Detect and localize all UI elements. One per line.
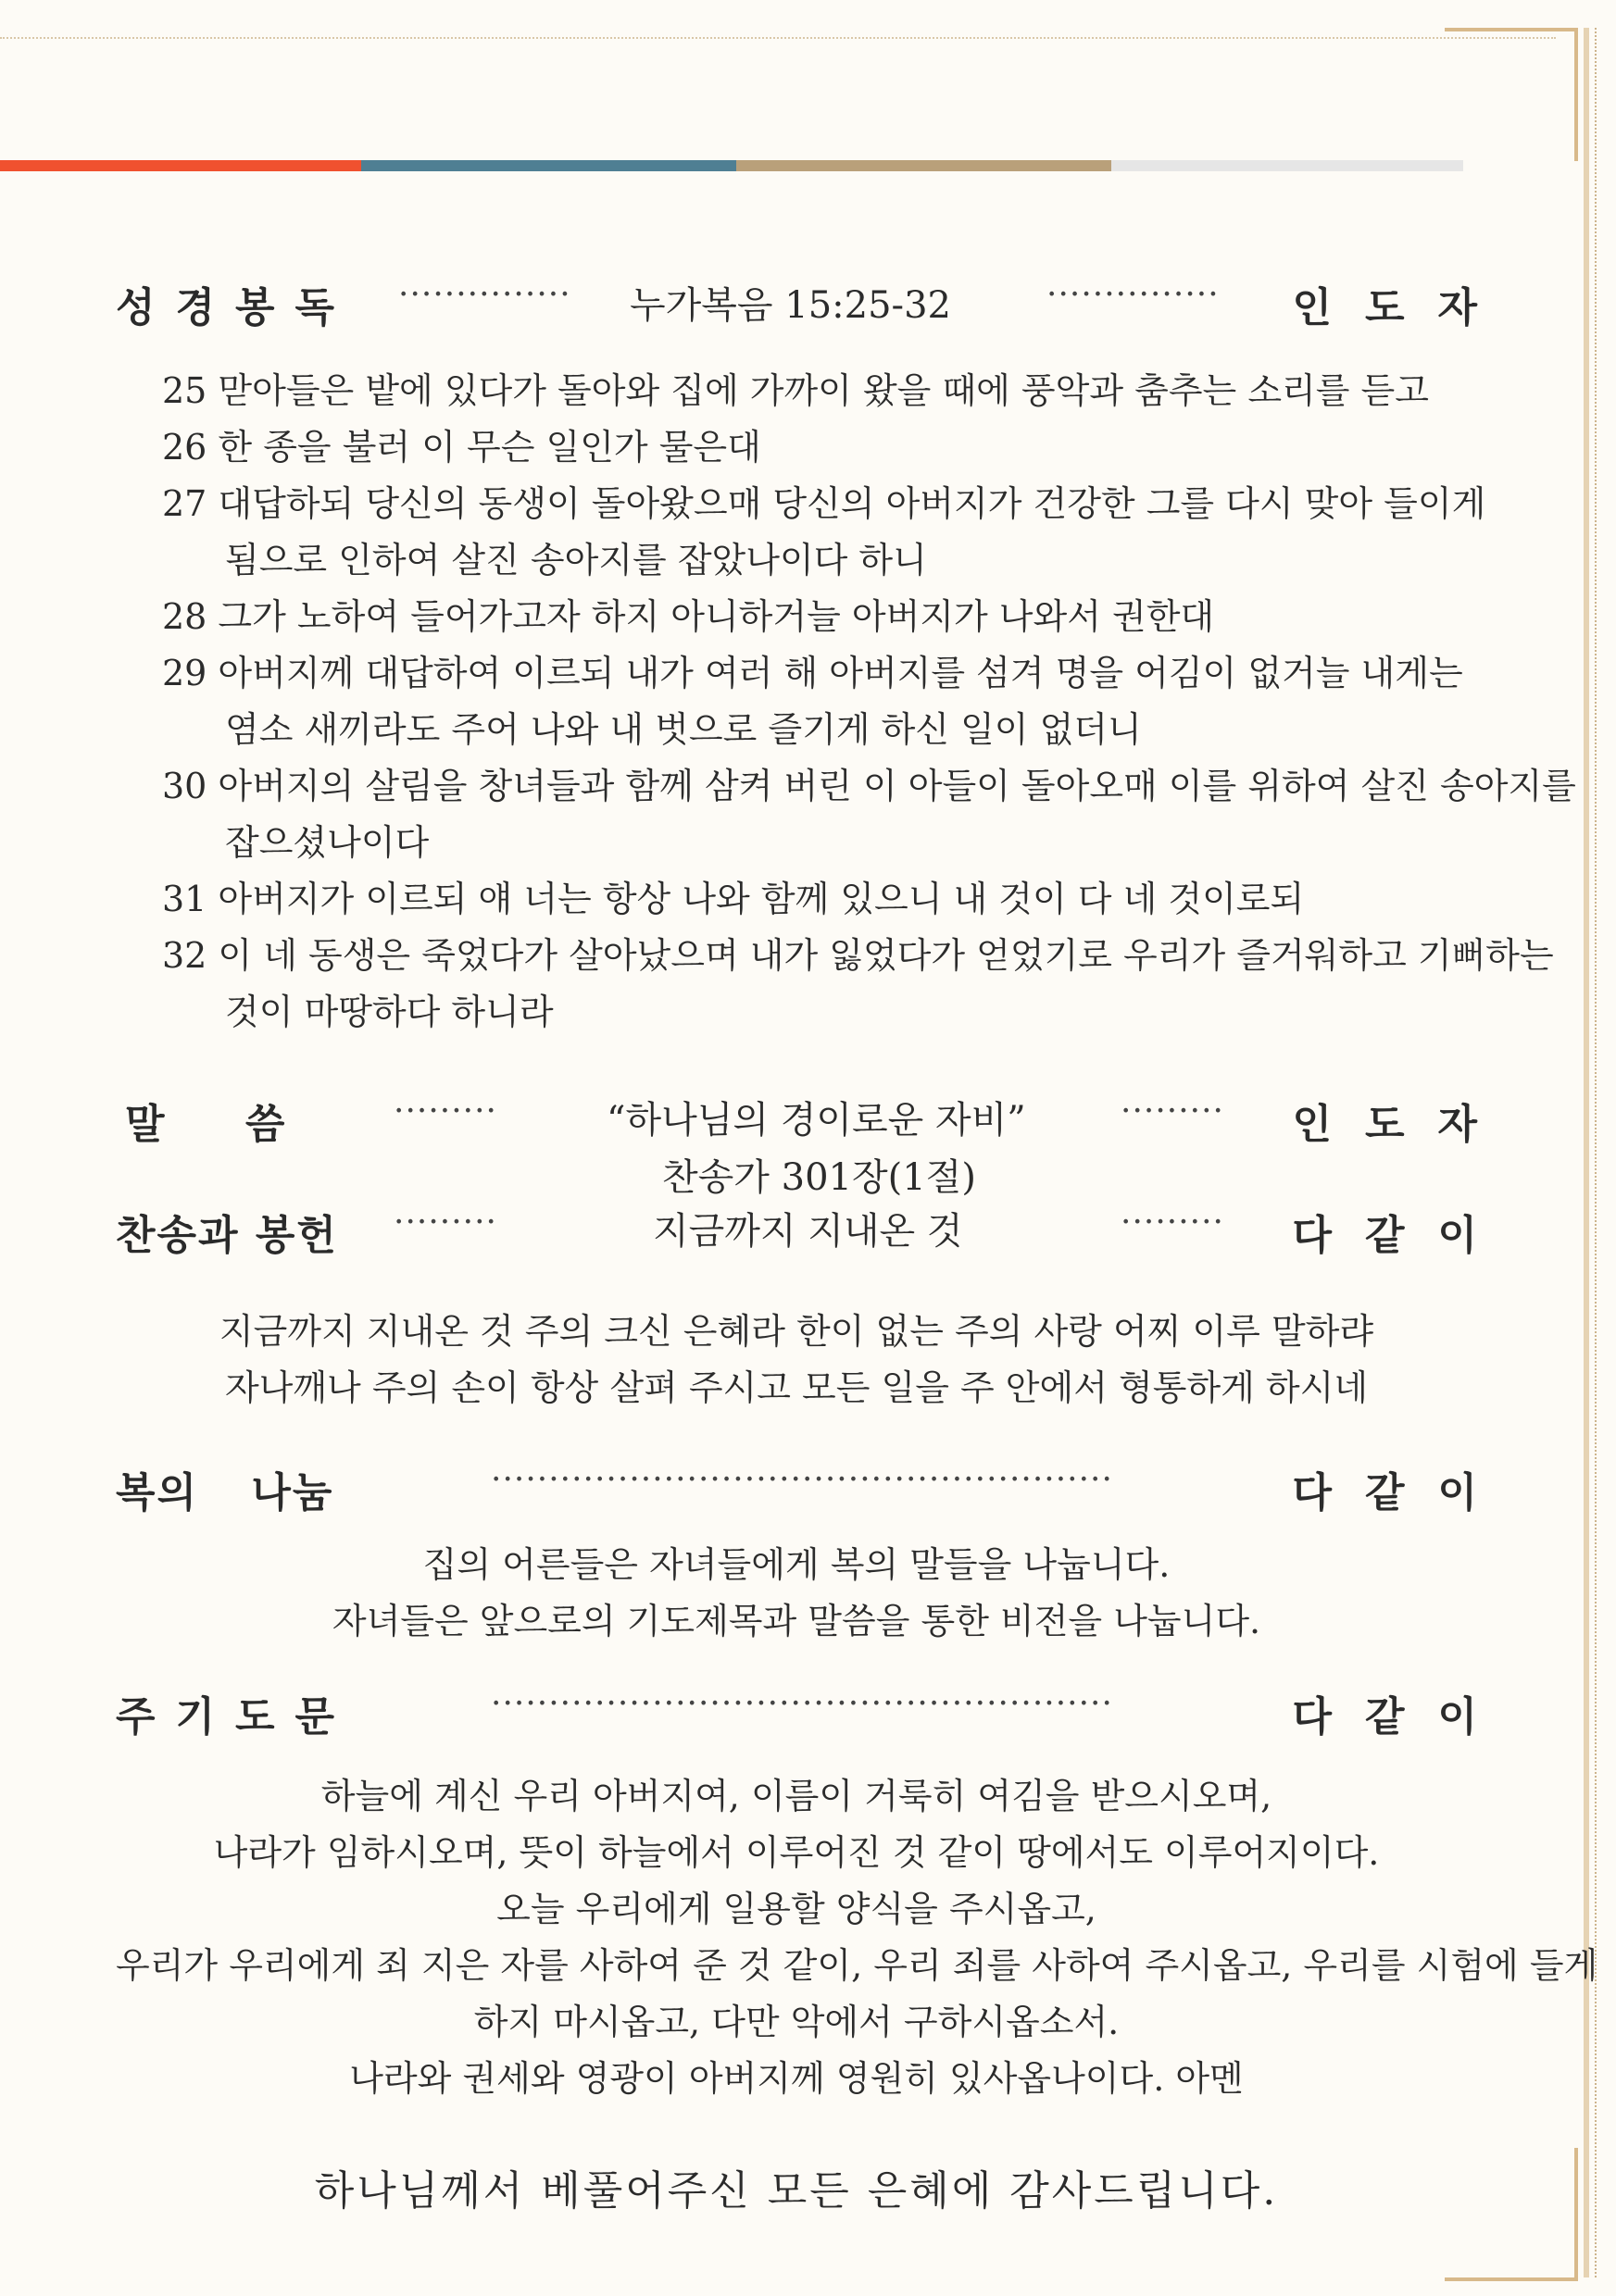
blessing-label: 복의 나눔	[116, 1469, 334, 1516]
reading-leader: 인도자	[1292, 284, 1510, 331]
sermon-row	[116, 1091, 1510, 1155]
prayer-line: 나라와 권세와 영광이 아버지께 영원히 있사옵나이다. 아멘	[349, 2058, 1244, 2099]
prayer-line: 하지 마시옵고, 다만 악에서 구하시옵소서.	[473, 2002, 1120, 2042]
color-bar-red	[0, 160, 361, 171]
blessing-leader: 다같이	[1292, 1469, 1510, 1516]
verse-line: 31 아버지가 이르되 얘 너는 항상 나와 함께 있으니 내 것이 다 네 것이로되	[162, 879, 1305, 919]
blessing-line: 자녀들은 앞으로의 기도제목과 말씀을 통한 비전을 나눕니다.	[332, 1601, 1261, 1641]
prayer-line: 오늘 우리에게 일용할 양식을 주시옵고,	[496, 1889, 1096, 1929]
frame-corner-top-right	[1445, 28, 1578, 161]
verse-continuation: 잡으셨나이다	[225, 822, 430, 863]
hymn-row	[116, 1156, 1510, 1267]
prayer-line: 하늘에 계신 우리 아버지여, 이름이 거룩히 여김을 받으시오며,	[320, 1776, 1272, 1816]
lyric-line: 자나깨나 주의 손이 항상 살펴 주시고 모든 일을 주 안에서 형통하게 하시네	[224, 1367, 1369, 1408]
color-bar-tan	[736, 160, 1111, 171]
verse-continuation: 것이 마땅하다 하니라	[225, 992, 554, 1032]
sermon-title: “하나님의 경이로운 자비”	[607, 1099, 1026, 1142]
dot-leader: ·········	[394, 1204, 497, 1242]
verse-line: 30 아버지의 살림을 창녀들과 함께 삼켜 버린 이 아들이 돌아오매 이를 위하여 살진 송아지를	[162, 766, 1576, 806]
sermon-leader: 인도자	[1292, 1101, 1510, 1148]
verse-continuation: 됨으로 인하여 살진 송아지를 잡았나이다 하니	[225, 540, 927, 580]
verse-line: 29 아버지께 대답하여 이르되 내가 여러 해 아버지를 섬겨 명을 어김이 없거늘 내게는	[162, 653, 1463, 693]
dot-leader: ·········	[394, 1092, 497, 1130]
frame-top-border	[0, 37, 1556, 39]
prayer-line: 우리가 우리에게 죄 지은 자를 사하여 준 것 같이, 우리 죄를 사하여 주시옵고, 우리를 시험에 들게	[116, 1945, 1598, 1986]
dot-leader: ·········	[1121, 1204, 1224, 1242]
reading-reference: 누가복음 15:25-32	[630, 284, 951, 327]
hymn-number: 찬송가 301장(1절)	[662, 1156, 976, 1199]
verse-continuation: 염소 새끼라도 주어 나와 내 벗으로 즐기게 하신 일이 없더니	[225, 709, 1142, 750]
prayer-label: 주기도문	[116, 1693, 356, 1741]
dot-leader: ···············	[1046, 276, 1220, 314]
blessing-row	[116, 1459, 1510, 1524]
frame-right-border	[1584, 28, 1589, 2277]
reading-label: 성경봉독	[116, 284, 356, 331]
prayer-row	[116, 1683, 1510, 1748]
verse-line: 32 이 네 동생은 죽었다가 살아났으며 내가 잃었다가 얻었기로 우리가 즐거워하고 기뻐하는	[162, 935, 1554, 976]
verse-line: 26 한 종을 불러 이 무슨 일인가 물은대	[162, 427, 761, 468]
dot-leader: ······················································	[491, 1685, 1113, 1723]
hymn-label: 찬송과 봉헌	[116, 1212, 338, 1259]
hymn-leader: 다같이	[1292, 1212, 1510, 1259]
prayer-line: 나라가 임하시오며, 뜻이 하늘에서 이루어진 것 같이 땅에서도 이루어지이다.	[213, 1832, 1380, 1873]
reading-row	[116, 274, 1510, 339]
prayer-lines	[116, 1768, 1598, 2107]
verse-line: 25 맏아들은 밭에 있다가 돌아와 집에 가까이 왔을 때에 풍악과 춤추는 소리를 듣고	[162, 370, 1429, 411]
blessing-lines	[116, 1537, 1477, 1650]
prayer-leader: 다같이	[1292, 1693, 1510, 1741]
lyric-line: 지금까지 지내온 것 주의 크신 은혜라 한이 없는 주의 사랑 어찌 이루 말하랴	[219, 1311, 1374, 1352]
dot-leader: ······················································	[491, 1461, 1113, 1499]
verse-line: 27 대답하되 당신의 동생이 돌아왔으매 당신의 아버지가 건강한 그를 다시 맞아 들이게	[162, 483, 1486, 524]
hymn-lyrics	[116, 1304, 1477, 1416]
closing-thanks: 하나님께서 베풀어주신 모든 은혜에 감사드립니다.	[314, 2167, 1279, 2215]
verse-list	[162, 363, 1576, 1041]
sermon-label: 말 씀	[125, 1101, 319, 1148]
dot-leader: ·········	[1121, 1092, 1224, 1130]
frame-right-border-dotted	[1595, 28, 1597, 2277]
hymn-title: 지금까지 지내온 것	[653, 1210, 963, 1253]
dot-leader: ···············	[398, 276, 571, 314]
color-bar-gray	[1111, 160, 1463, 171]
color-bar-blue	[361, 160, 736, 171]
blessing-line: 집의 어른들은 자녀들에게 복의 말들을 나눕니다.	[422, 1544, 1171, 1585]
verse-line: 28 그가 노하여 들어가고자 하지 아니하거늘 아버지가 나와서 권한대	[162, 596, 1215, 637]
